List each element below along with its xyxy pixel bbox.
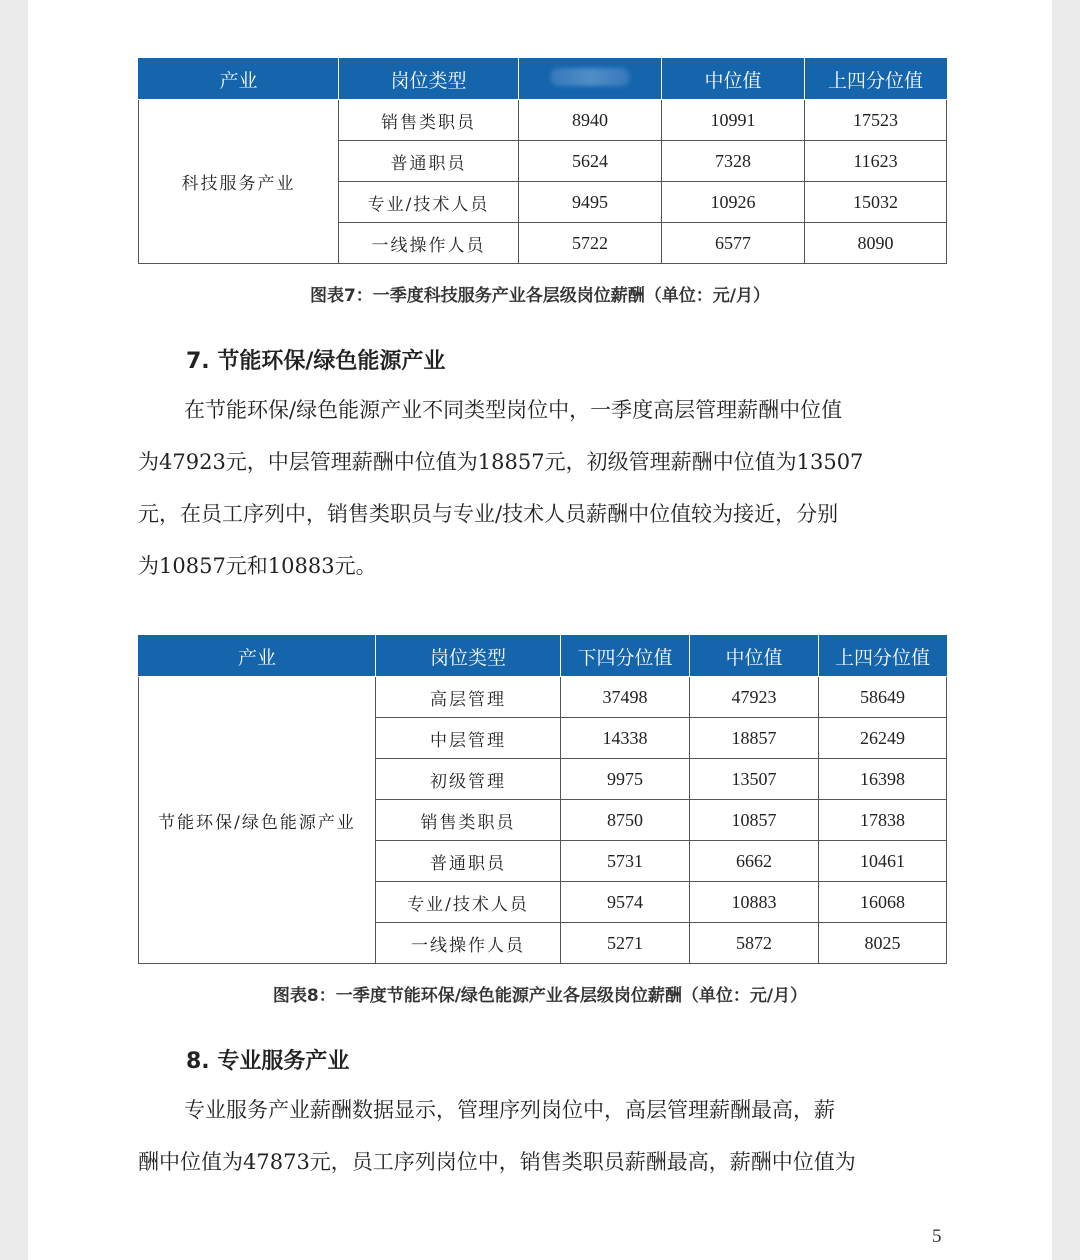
para-line: 为10857元和10883元。 — [138, 554, 377, 578]
blurred-label — [550, 68, 630, 86]
position-type-cell: 普通职员 — [376, 841, 561, 882]
para-line: 元，在员工序列中，销售类职员与专业/技术人员薪酬中位值较为接近，分别 — [138, 502, 839, 526]
median-cell: 47923 — [690, 677, 819, 718]
position-type-cell: 销售类职员 — [339, 100, 519, 141]
header-industry: 产业 — [139, 59, 339, 100]
upper-quartile-cell: 17838 — [819, 800, 947, 841]
position-type-cell: 一线操作人员 — [339, 223, 519, 264]
header-position-type: 岗位类型 — [339, 59, 519, 100]
table7-caption: 图表7：一季度科技服务产业各层级岗位薪酬（单位：元/月） — [309, 286, 771, 306]
para-line: 专业服务产业薪酬数据显示，管理序列岗位中，高层管理薪酬最高，薪 — [184, 1098, 835, 1122]
header-lower-quartile-blurred — [519, 59, 662, 100]
para-line: 为47923元，中层管理薪酬中位值为18857元，初级管理薪酬中位值为13507 — [138, 450, 864, 474]
median-cell: 18857 — [690, 718, 819, 759]
table-row — [139, 100, 947, 141]
upper-quartile-cell: 26249 — [819, 718, 947, 759]
section8-heading: 8. 专业服务产业 — [186, 1049, 350, 1074]
para-line: 在节能环保/绿色能源产业不同类型岗位中，一季度高层管理薪酬中位值 — [184, 398, 843, 422]
lower-quartile-cell: 8750 — [561, 800, 690, 841]
section7-paragraph — [138, 384, 948, 592]
median-cell: 6577 — [662, 223, 805, 264]
table-header-row — [139, 59, 947, 100]
lower-quartile-cell: 5722 — [519, 223, 662, 264]
table-row — [139, 677, 947, 718]
median-cell: 10991 — [662, 100, 805, 141]
industry-cell: 科技服务产业 — [139, 100, 339, 264]
position-type-cell: 高层管理 — [376, 677, 561, 718]
header-lower-quartile: 下四分位值 — [561, 636, 690, 677]
upper-quartile-cell: 16068 — [819, 882, 947, 923]
header-position-type: 岗位类型 — [376, 636, 561, 677]
position-type-cell: 普通职员 — [339, 141, 519, 182]
upper-quartile-cell: 16398 — [819, 759, 947, 800]
position-type-cell: 中层管理 — [376, 718, 561, 759]
upper-quartile-cell: 11623 — [805, 141, 947, 182]
upper-quartile-cell: 17523 — [805, 100, 947, 141]
upper-quartile-cell: 8025 — [819, 923, 947, 964]
position-type-cell: 专业/技术人员 — [376, 882, 561, 923]
lower-quartile-cell: 5731 — [561, 841, 690, 882]
section8-paragraph — [138, 1084, 948, 1188]
position-type-cell: 初级管理 — [376, 759, 561, 800]
salary-table-energy — [138, 635, 947, 964]
table8-caption: 图表8：一季度节能环保/绿色能源产业各层级岗位薪酬（单位：元/月） — [272, 986, 808, 1006]
upper-quartile-cell: 15032 — [805, 182, 947, 223]
upper-quartile-cell: 58649 — [819, 677, 947, 718]
median-cell: 10883 — [690, 882, 819, 923]
header-median: 中位值 — [690, 636, 819, 677]
lower-quartile-cell: 9495 — [519, 182, 662, 223]
position-type-cell: 一线操作人员 — [376, 923, 561, 964]
upper-quartile-cell: 10461 — [819, 841, 947, 882]
median-cell: 13507 — [690, 759, 819, 800]
median-cell: 10857 — [690, 800, 819, 841]
industry-cell: 节能环保/绿色能源产业 — [139, 677, 376, 964]
lower-quartile-cell: 5271 — [561, 923, 690, 964]
position-type-cell: 专业/技术人员 — [339, 182, 519, 223]
section7-heading: 7. 节能环保/绿色能源产业 — [186, 349, 446, 374]
lower-quartile-cell: 37498 — [561, 677, 690, 718]
salary-table-tech-services — [138, 58, 947, 264]
lower-quartile-cell: 5624 — [519, 141, 662, 182]
lower-quartile-cell: 14338 — [561, 718, 690, 759]
median-cell: 7328 — [662, 141, 805, 182]
lower-quartile-cell: 8940 — [519, 100, 662, 141]
upper-quartile-cell: 8090 — [805, 223, 947, 264]
header-upper-quartile: 上四分位值 — [805, 59, 947, 100]
header-industry: 产业 — [139, 636, 376, 677]
header-median: 中位值 — [662, 59, 805, 100]
table-header-row — [139, 636, 947, 677]
page-number: 5 — [932, 1226, 942, 1247]
median-cell: 5872 — [690, 923, 819, 964]
median-cell: 6662 — [690, 841, 819, 882]
lower-quartile-cell: 9574 — [561, 882, 690, 923]
header-upper-quartile: 上四分位值 — [819, 636, 947, 677]
lower-quartile-cell: 9975 — [561, 759, 690, 800]
median-cell: 10926 — [662, 182, 805, 223]
para-line: 酬中位值为47873元，员工序列岗位中，销售类职员薪酬最高，薪酬中位值为 — [138, 1150, 856, 1174]
position-type-cell: 销售类职员 — [376, 800, 561, 841]
